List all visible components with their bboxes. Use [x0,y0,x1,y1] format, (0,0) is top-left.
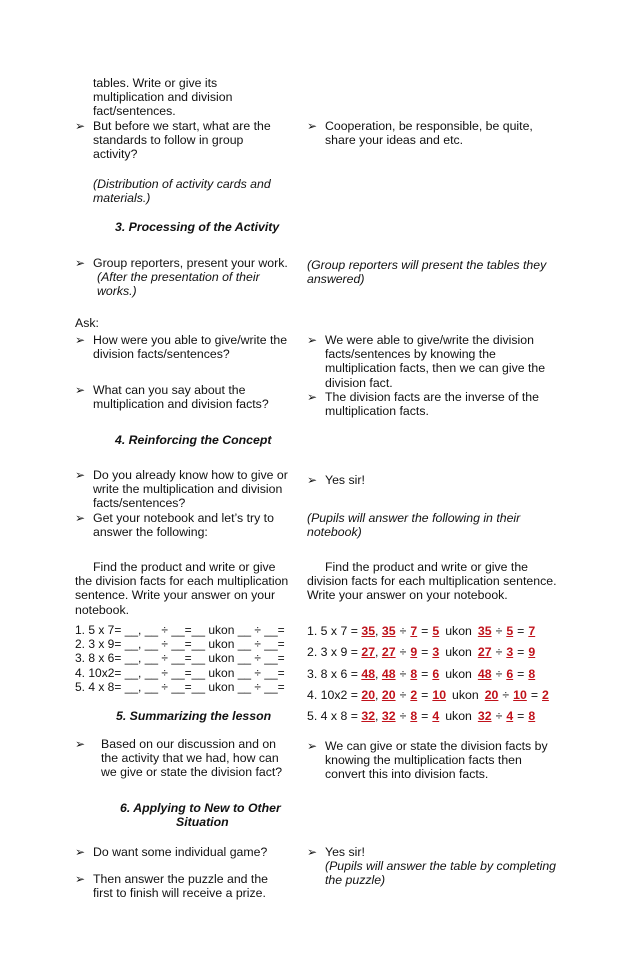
equation-prefix: 4. 10x2 = [307,687,362,702]
arrow-bullet-icon: ➢ [307,390,318,404]
answer-value: 4 [506,709,514,724]
ukon-word: ukon [445,645,472,660]
arrow-bullet-icon: ➢ [75,383,86,397]
reinforcing-heading: 4. Reinforcing the Concept [115,433,272,447]
answer-value: 10 [513,687,527,702]
equals-sign: = [517,709,525,724]
equals-sign: = [421,645,429,660]
answer-row [307,685,549,706]
ukon-word: ukon [445,709,472,724]
answer-value: 20 [381,687,396,702]
answer-value: 3 [506,645,514,660]
exercise-item: 5. 4 x 8= __, __ ÷ __=__ ukon __ ÷ __= [75,679,285,694]
exercise-item: 2. 3 x 9= __, __ ÷ __=__ ukon __ ÷ __= [75,637,285,652]
answer-value: 9 [528,645,536,660]
divide-sign: ÷ [495,624,503,638]
pupils-answer-note: (Pupils will answer the following in their notebook) [307,511,521,540]
exercise-item: 1. 5 x 7= __, __ ÷ __=__ ukon __ ÷ __= [75,623,285,637]
equals-sign: = [530,687,539,702]
answer-value: 27 [361,645,376,660]
answer-value: 10 [432,687,447,702]
divide-sign: ÷ [399,687,407,702]
equals-sign: = [421,709,429,724]
answer-value: 5 [432,624,440,638]
equation-prefix: 2. 3 x 9 = [307,645,362,660]
divide-sign: ÷ [399,666,407,681]
arrow-bullet-icon: ➢ [75,333,86,347]
answer-value: 6 [506,666,514,681]
answer-value: 8 [410,709,418,724]
answer-value: 2 [542,687,549,702]
arrow-bullet-icon: ➢ [75,256,86,270]
comma: , [375,645,379,660]
after-presentation-note: (After the presentation of their works.) [97,270,260,299]
answer-value: 8 [528,709,536,724]
answer-value: 48 [381,666,396,681]
comma: , [375,624,379,638]
answer-value: 7 [410,624,418,638]
arrow-bullet-icon: ➢ [75,872,86,886]
ask-label: Ask: [75,316,99,330]
divide-sign: ÷ [502,687,510,702]
equals-sign: = [517,666,525,681]
arrow-bullet-icon: ➢ [75,845,86,859]
comma: , [375,709,379,724]
answer-value: 8 [410,666,418,681]
equation-prefix: 3. 8 x 6 = [307,666,362,681]
answer-value: 7 [528,624,536,638]
applying-heading: 6. Applying to New to Other Situation [120,801,281,830]
answer-value: 32 [381,709,396,724]
group-present-note: (Group reporters will present the tables they answered) [307,258,547,287]
exercise-item: 3. 8 x 6= __, __ ÷ __=__ ukon __ ÷ __= [75,651,285,666]
divide-sign: ÷ [495,666,503,681]
answer-value: 4 [432,709,440,724]
answer-value: 48 [477,666,492,681]
ukon-word: ukon [445,624,472,638]
answer-value: 8 [528,666,536,681]
ukon-word: ukon [445,666,472,681]
arrow-bullet-icon: ➢ [307,473,318,487]
answer-value: 5 [506,624,514,638]
answer-value: 20 [484,687,499,702]
answer-row [307,664,549,685]
answer-value: 35 [361,624,376,638]
arrow-bullet-icon: ➢ [75,119,86,133]
arrow-bullet-icon: ➢ [307,845,318,859]
answer-value: 20 [361,687,376,702]
arrow-bullet-icon: ➢ [75,468,86,482]
arrow-bullet-icon: ➢ [307,333,318,347]
answer-value: 32 [361,709,376,724]
processing-heading: 3. Processing of the Activity [115,220,280,234]
comma: , [375,687,379,702]
answer-value: 32 [477,709,492,724]
right-find-instructions: Find the product and write or give the division facts for each multiplication sentence. Write your answer on your notebook. [307,560,557,603]
answer-value: 6 [432,666,440,681]
equals-sign: = [421,624,429,638]
equation-prefix: 1. 5 x 7 = [307,624,362,638]
arrow-bullet-icon: ➢ [307,119,318,133]
arrow-bullet-icon: ➢ [75,737,86,751]
ukon-word: ukon [452,687,479,702]
equals-sign: = [517,645,525,660]
equals-sign: = [517,624,525,638]
answer-row [307,621,549,642]
answer-value: 3 [432,645,440,660]
divide-sign: ÷ [495,645,503,660]
divide-sign: ÷ [399,645,407,660]
equals-sign: = [421,687,429,702]
arrow-bullet-icon: ➢ [75,511,86,525]
answer-value: 48 [361,666,376,681]
equation-prefix: 5. 4 x 8 = [307,709,362,724]
answer-value: 27 [381,645,396,660]
exercise-list [75,623,285,694]
answer-list [307,621,549,727]
equals-sign: = [421,666,429,681]
answer-value: 35 [381,624,396,638]
answer-row [307,642,549,663]
answer-value: 35 [477,624,492,638]
left-find-instructions: Find the product and write or give the division facts for each multiplication sentence. Write your answer on your notebook. [75,560,289,617]
answer-value: 2 [410,687,418,702]
exercise-item: 4. 10x2= __, __ ÷ __=__ ukon __ ÷ __= [75,665,285,680]
summarizing-heading: 5. Summarizing the lesson [116,709,272,723]
divide-sign: ÷ [495,709,503,724]
answer-row [307,706,549,727]
answer-value: 9 [410,645,418,660]
distribution-note: (Distribution of activity cards and materials.) [93,177,271,206]
answer-value: 27 [477,645,492,660]
comma: , [375,666,379,681]
intro-text: tables. Write or give its multiplication and division fact/sentences. [93,76,233,119]
divide-sign: ÷ [399,709,407,724]
divide-sign: ÷ [399,624,407,638]
arrow-bullet-icon: ➢ [307,739,318,753]
